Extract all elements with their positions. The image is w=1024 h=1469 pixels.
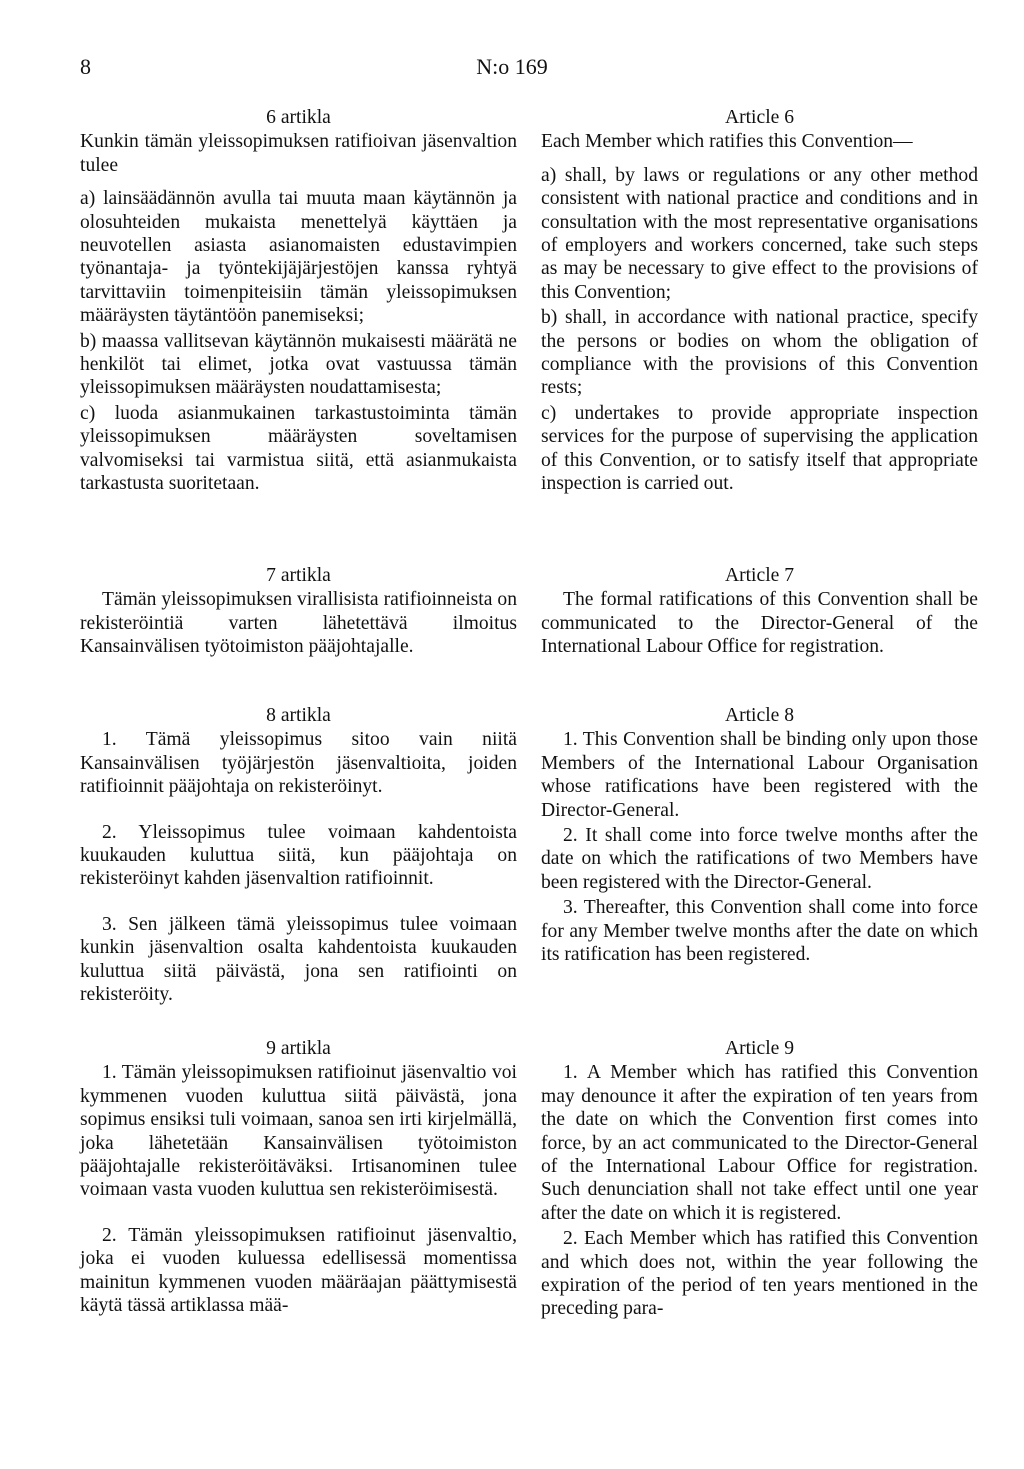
finnish-article-9 bbox=[80, 1037, 517, 1327]
english-article-9-p1: 1. A Member which has ratified this Convention may denounce it after the expiration of ten years from the date on which the Convention first comes into force, by an act communicated to the Director-General of the International Labour Office for registration. Such denunciation shall not take effect until one year after the date on which it is registered. bbox=[541, 1062, 978, 1224]
english-article-6-a: a) shall, by laws or regulations or any other method consistent with national practice and conditions and in consultation with the most representative organisations of employers and workers concerned, take such steps as may be necessary to give effect to the provisions of this Convention; bbox=[541, 164, 978, 303]
english-article-7-title: Article 7 bbox=[724, 565, 795, 586]
finnish-article-8-p2: 2. Yleissopimus tulee voimaan kahdentoista kuukauden kuluttua siitä, kun pääjohtaja on rekisteröinyt kahden jäsenvaltion ratifioinnit. bbox=[80, 821, 517, 890]
finnish-article-7-title: 7 artikla bbox=[266, 565, 331, 586]
finnish-article-9-p2: 2. Tämän yleissopimuksen ratifioinut jäsenvaltio, joka ei vuoden kuluessa edellisessä momentissa mainitun kymmenen vuoden määräajan päättymisestä käytä tässä artiklassa mää- bbox=[80, 1224, 517, 1317]
finnish-article-8-p1: 1. Tämä yleissopimus sitoo vain niitä Kansainvälisen työjärjestön jäsenvaltioita, joiden ratifioinnit pääjohtaja on rekisteröinyt. bbox=[80, 729, 517, 798]
english-article-9 bbox=[541, 1037, 978, 1331]
finnish-article-8 bbox=[80, 704, 517, 1016]
english-article-6 bbox=[541, 106, 978, 498]
finnish-article-6-intro: Kunkin tämän yleissopimuksen ratifioivan jäsenvaltion tulee bbox=[80, 131, 517, 176]
english-article-7 bbox=[541, 564, 978, 669]
finnish-article-7-text: Tämän yleissopimuksen virallisista ratifioinneista on rekisteröintiä varten lähetettävä ilmoitus Kansainvälisen työtoimiston pääjohtajalle. bbox=[80, 589, 517, 658]
finnish-article-7 bbox=[80, 564, 517, 669]
english-article-7-text: The formal ratifications of this Convention shall be communicated to the Director-General of the International Labour Office for registration. bbox=[541, 589, 978, 658]
english-article-8-p1: 1. This Convention shall be binding only upon those Members of the International Labour Organisation whose ratifications have been registered with the Director-General. bbox=[541, 729, 978, 821]
finnish-article-6-c: c) luoda asianmukainen tarkastustoiminta tämän yleissopimuksen määräysten soveltamisen valvomiseksi tai varmistua siitä, että asianmukaista tarkastusta suoritetaan. bbox=[80, 402, 517, 495]
page-number: 8 bbox=[80, 54, 91, 79]
english-article-6-c: c) undertakes to provide appropriate inspection services for the purpose of supervising the application of this Convention, or to satisfy itself that appropriate inspection is carried out. bbox=[541, 402, 978, 495]
english-article-8-p2: 2. It shall come into force twelve months after the date on which the ratifications of two Members have been registered with the Director-General. bbox=[541, 825, 978, 893]
finnish-article-6-title: 6 artikla bbox=[266, 107, 331, 128]
english-article-8-p3: 3. Thereafter, this Convention shall come into force for any Member twelve months after the date on which its ratification has been registered. bbox=[541, 897, 978, 966]
document-number: N:o 169 bbox=[476, 54, 548, 79]
finnish-article-8-p3: 3. Sen jälkeen tämä yleissopimus tulee voimaan kunkin jäsenvaltion osalta kahdentoista kuukauden kuluttua siitä päivästä, jona sen ratifiointi on rekisteröity. bbox=[80, 913, 517, 1006]
english-article-6-intro: Each Member which ratifies this Convention— bbox=[541, 131, 913, 153]
english-article-6-title: Article 6 bbox=[724, 107, 795, 128]
finnish-article-9-p1: 1. Tämän yleissopimuksen ratifioinut jäsenvaltio voi kymmenen vuoden kuluttua siitä päivästä, jona sopimus ensiksi tuli voimaan, sanoa sen irti kirjelmällä, joka lähetetään Kansainvälisen työtoimiston pääjohtajalle rekisteröitäväksi. Irtisanominen tulee voimaan vasta vuoden kuluttua sen rekisteröimisestä. bbox=[80, 1062, 517, 1201]
finnish-article-8-title: 8 artikla bbox=[266, 705, 331, 726]
english-article-8-title: Article 8 bbox=[724, 705, 795, 726]
finnish-article-6-b: b) maassa vallitsevan käytännön mukaisesti määrätä ne henkilöt tai elimet, jotka ovat vastuussa tämän yleissopimuksen määräysten noudattamisesta; bbox=[80, 330, 517, 399]
english-article-6-b: b) shall, in accordance with national practice, specify the persons or bodies on whom the obligation of compliance with the provisions of this Convention rests; bbox=[541, 307, 978, 399]
finnish-article-6 bbox=[80, 106, 517, 498]
finnish-article-9-title: 9 artikla bbox=[266, 1038, 331, 1059]
english-article-9-p2: 2. Each Member which has ratified this Convention and which does not, within the year following the expiration of the period of ten years mentioned in the preceding para- bbox=[541, 1228, 978, 1320]
finnish-article-6-a: a) lainsäädännön avulla tai muuta maan käytännön ja olosuhteiden mukaista menettelyä käyttäen ja neuvotellen asiasta asianomaisten edustavimpien työnantaja- ja työntekijäjärjestöjen kanssa ryhtyä tarvittaviin toimenpiteisiin tämän yleissopimuksen määräysten täytäntöön panemiseksi; bbox=[80, 188, 517, 327]
english-article-8 bbox=[541, 704, 978, 976]
english-article-9-title: Article 9 bbox=[724, 1038, 795, 1059]
